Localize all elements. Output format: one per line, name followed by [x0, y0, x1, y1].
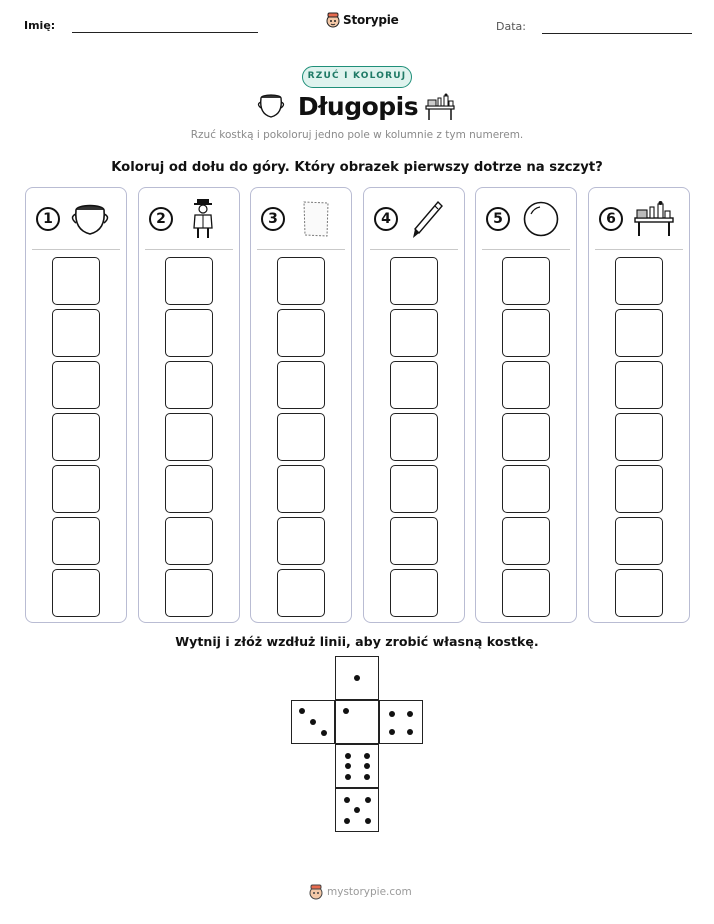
column-divider	[482, 249, 570, 250]
pen-icon	[410, 200, 444, 240]
color-cell[interactable]	[390, 361, 438, 409]
color-cell[interactable]	[390, 465, 438, 513]
man-icon	[189, 198, 217, 240]
name-line	[72, 32, 258, 33]
color-cell[interactable]	[502, 517, 550, 565]
title-row	[0, 90, 714, 126]
color-cell[interactable]	[277, 309, 325, 357]
column-divider	[257, 249, 345, 250]
column-6	[588, 187, 690, 623]
color-cell[interactable]	[165, 257, 213, 305]
column-number: 3	[261, 207, 285, 231]
color-cell[interactable]	[277, 517, 325, 565]
color-cell[interactable]	[277, 465, 325, 513]
column-number: 6	[599, 207, 623, 231]
die-pip	[364, 763, 370, 769]
die-face-1	[335, 656, 379, 700]
desk-tools-icon	[633, 200, 675, 238]
die-pip	[389, 711, 395, 717]
column-number: 2	[149, 207, 173, 231]
die-pip	[345, 763, 351, 769]
column-divider	[370, 249, 458, 250]
storypie-logo-icon	[309, 884, 323, 900]
pot-icon	[70, 200, 110, 238]
die-pip	[321, 730, 327, 736]
die-pip	[310, 719, 316, 725]
paper-sheet-icon	[301, 200, 331, 238]
color-cell[interactable]	[52, 413, 100, 461]
die-pip	[344, 818, 350, 824]
die-face-3	[291, 700, 335, 744]
subtitle: Rzuć kostką i pokoloruj jedno pole w kolumnie z tym numerem.	[190, 129, 524, 141]
color-cell[interactable]	[390, 309, 438, 357]
column-divider	[595, 249, 683, 250]
die-face-1	[335, 700, 379, 744]
column-4	[363, 187, 465, 623]
die-pip	[299, 708, 305, 714]
color-cell[interactable]	[615, 309, 663, 357]
column-2	[138, 187, 240, 623]
brand	[326, 12, 399, 28]
die-face-5	[335, 788, 379, 832]
color-cell[interactable]	[165, 309, 213, 357]
bubble-icon	[522, 200, 560, 238]
game-type-badge: RZUĆ I KOLORUJ	[302, 66, 412, 88]
page-title: Długopis	[297, 92, 419, 121]
pot-icon	[256, 92, 286, 120]
date-label: Data:	[496, 20, 526, 33]
die-pip	[364, 774, 370, 780]
color-cell[interactable]	[615, 465, 663, 513]
desk-tools-icon	[424, 93, 456, 121]
die-pip	[364, 753, 370, 759]
die-pip	[345, 753, 351, 759]
column-1	[25, 187, 127, 623]
color-cell[interactable]	[52, 361, 100, 409]
storypie-logo-icon	[326, 12, 340, 28]
color-cell[interactable]	[165, 517, 213, 565]
die-pip	[407, 729, 413, 735]
color-cell[interactable]	[52, 465, 100, 513]
color-cell[interactable]	[390, 517, 438, 565]
color-cell[interactable]	[390, 569, 438, 617]
color-cell[interactable]	[502, 309, 550, 357]
column-5	[475, 187, 577, 623]
color-cell[interactable]	[502, 569, 550, 617]
color-cell[interactable]	[165, 465, 213, 513]
color-cell[interactable]	[502, 465, 550, 513]
date-line	[542, 33, 692, 34]
color-cell[interactable]	[502, 413, 550, 461]
color-cell[interactable]	[277, 361, 325, 409]
color-cell[interactable]	[502, 257, 550, 305]
die-pip	[354, 807, 360, 813]
color-cell[interactable]	[52, 257, 100, 305]
die-pip	[345, 774, 351, 780]
color-cell[interactable]	[277, 569, 325, 617]
die-face-4	[379, 700, 423, 744]
column-number: 5	[486, 207, 510, 231]
column-number: 1	[36, 207, 60, 231]
color-cell[interactable]	[165, 361, 213, 409]
column-3	[250, 187, 352, 623]
color-cell[interactable]	[165, 569, 213, 617]
color-cell[interactable]	[615, 257, 663, 305]
die-pip	[354, 675, 360, 681]
die-pip	[407, 711, 413, 717]
color-cell[interactable]	[277, 257, 325, 305]
footer	[309, 884, 412, 900]
column-divider	[32, 249, 120, 250]
die-pip	[365, 818, 371, 824]
color-cell[interactable]	[390, 413, 438, 461]
color-cell[interactable]	[52, 517, 100, 565]
color-cell[interactable]	[615, 361, 663, 409]
color-cell[interactable]	[52, 569, 100, 617]
column-number: 4	[374, 207, 398, 231]
cut-instruction: Wytnij i złóż wzdłuż linii, aby zrobić własną kostkę.	[175, 634, 539, 649]
brand-name: Storypie	[343, 13, 399, 27]
color-cell[interactable]	[52, 309, 100, 357]
die-pip	[365, 797, 371, 803]
color-cell[interactable]	[615, 413, 663, 461]
color-cell[interactable]	[165, 413, 213, 461]
die-pip	[389, 729, 395, 735]
die-face-6	[335, 744, 379, 788]
die-pip	[343, 708, 349, 714]
color-cell[interactable]	[277, 413, 325, 461]
instruction: Koloruj od dołu do góry. Który obrazek pierwszy dotrze na szczyt?	[111, 160, 603, 175]
color-cell[interactable]	[390, 257, 438, 305]
footer-url[interactable]: mystorypie.com	[327, 886, 412, 898]
die-pip	[344, 797, 350, 803]
name-label: Imię:	[24, 19, 56, 32]
color-cell[interactable]	[615, 569, 663, 617]
column-divider	[145, 249, 233, 250]
color-cell[interactable]	[615, 517, 663, 565]
color-cell[interactable]	[502, 361, 550, 409]
